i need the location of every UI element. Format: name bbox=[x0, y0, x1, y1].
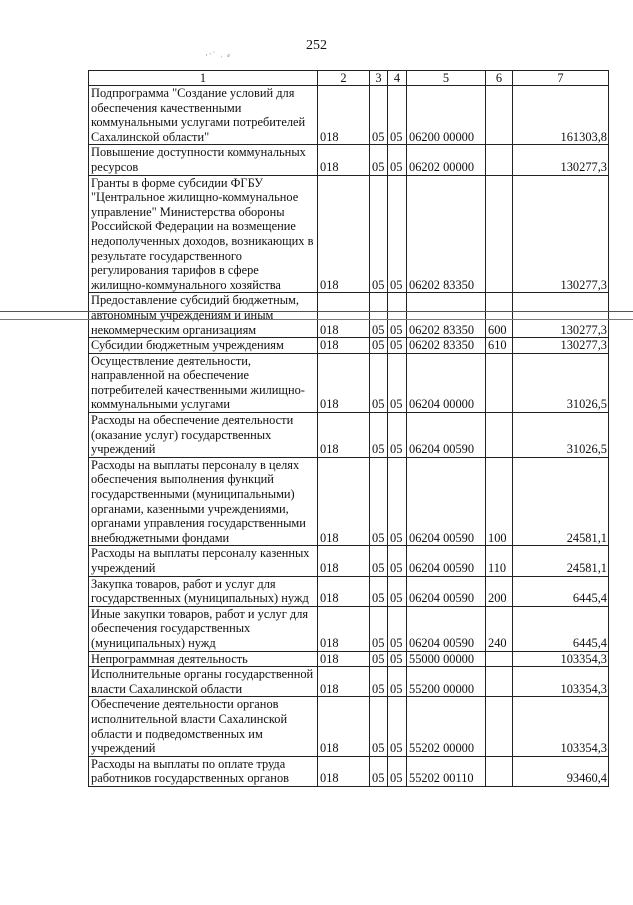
row-name: Предоставление субсидий бюджетным, автономным учреждениям и иным некоммерческим организациям bbox=[89, 293, 318, 338]
row-ved: 018 bbox=[318, 651, 370, 667]
row-csr: 06202 00000 bbox=[407, 145, 486, 175]
row-rz: 05 bbox=[370, 546, 388, 576]
row-sum: 31026,5 bbox=[513, 413, 609, 458]
row-pr: 05 bbox=[388, 353, 407, 412]
row-vr bbox=[486, 145, 513, 175]
row-ved: 018 bbox=[318, 457, 370, 546]
table-row bbox=[89, 546, 609, 576]
row-vr bbox=[486, 651, 513, 667]
header-col-3: 3 bbox=[370, 71, 388, 86]
row-sum: 31026,5 bbox=[513, 353, 609, 412]
row-vr: 240 bbox=[486, 606, 513, 651]
row-csr: 06204 00590 bbox=[407, 576, 486, 606]
row-sum: 130277,3 bbox=[513, 338, 609, 354]
row-name: Иные закупки товаров, работ и услуг для обеспечения государственных (муниципальных) нужд bbox=[89, 606, 318, 651]
row-ved: 018 bbox=[318, 576, 370, 606]
row-vr: 600 bbox=[486, 293, 513, 338]
row-sum: 24581,1 bbox=[513, 457, 609, 546]
row-pr: 05 bbox=[388, 667, 407, 697]
table-row bbox=[89, 606, 609, 651]
row-csr: 06202 83350 bbox=[407, 338, 486, 354]
row-rz: 05 bbox=[370, 457, 388, 546]
row-ved: 018 bbox=[318, 86, 370, 145]
row-rz: 05 bbox=[370, 756, 388, 786]
row-pr: 05 bbox=[388, 293, 407, 338]
row-name: Расходы на обеспечение деятельности (оказание услуг) государственных учреждений bbox=[89, 413, 318, 458]
row-sum: 130277,3 bbox=[513, 293, 609, 338]
row-pr: 05 bbox=[388, 413, 407, 458]
scan-artifact: ·ˑ˙ ˒ ⸗ bbox=[205, 50, 231, 60]
row-pr: 05 bbox=[388, 756, 407, 786]
row-csr: 06200 00000 bbox=[407, 86, 486, 145]
row-name: Расходы на выплаты персоналу казенных учреждений bbox=[89, 546, 318, 576]
row-rz: 05 bbox=[370, 353, 388, 412]
row-ved: 018 bbox=[318, 413, 370, 458]
budget-table bbox=[88, 70, 609, 787]
row-ved: 018 bbox=[318, 175, 370, 293]
row-vr: 100 bbox=[486, 457, 513, 546]
row-vr bbox=[486, 756, 513, 786]
row-csr: 55200 00000 bbox=[407, 667, 486, 697]
table-row bbox=[89, 457, 609, 546]
row-csr: 06204 00590 bbox=[407, 457, 486, 546]
row-sum: 130277,3 bbox=[513, 145, 609, 175]
row-ved: 018 bbox=[318, 546, 370, 576]
row-ved: 018 bbox=[318, 145, 370, 175]
row-rz: 05 bbox=[370, 697, 388, 756]
table-row bbox=[89, 338, 609, 354]
row-pr: 05 bbox=[388, 697, 407, 756]
table-row bbox=[89, 576, 609, 606]
row-name: Подпрограмма "Создание условий для обеспечения качественными коммунальными услугами потребителей Сахалинской области" bbox=[89, 86, 318, 145]
row-rz: 05 bbox=[370, 145, 388, 175]
table-row bbox=[89, 413, 609, 458]
row-ved: 018 bbox=[318, 667, 370, 697]
row-pr: 05 bbox=[388, 338, 407, 354]
row-vr: 110 bbox=[486, 546, 513, 576]
row-name: Расходы на выплаты по оплате труда работников государственных органов bbox=[89, 756, 318, 786]
row-sum: 93460,4 bbox=[513, 756, 609, 786]
header-col-7: 7 bbox=[513, 71, 609, 86]
row-pr: 05 bbox=[388, 86, 407, 145]
row-sum: 103354,3 bbox=[513, 651, 609, 667]
header-col-6: 6 bbox=[486, 71, 513, 86]
row-sum: 6445,4 bbox=[513, 606, 609, 651]
row-rz: 05 bbox=[370, 576, 388, 606]
row-name: Гранты в форме субсидии ФГБУ "Центральное жилищно-коммунальное управление" Министерства обороны Российской Федерации на возмещение недополученных доходов, возникающих в результате государственного регулирования тарифов в сфере жилищно-коммунального хозяйства bbox=[89, 175, 318, 293]
row-pr: 05 bbox=[388, 175, 407, 293]
row-name: Обеспечение деятельности органов исполнительной власти Сахалинской области и подведомственных им учреждений bbox=[89, 697, 318, 756]
row-vr bbox=[486, 413, 513, 458]
row-name: Исполнительные органы государственной власти Сахалинской области bbox=[89, 667, 318, 697]
row-pr: 05 bbox=[388, 457, 407, 546]
row-ved: 018 bbox=[318, 293, 370, 338]
row-vr bbox=[486, 86, 513, 145]
row-ved: 018 bbox=[318, 697, 370, 756]
row-vr bbox=[486, 667, 513, 697]
header-col-4: 4 bbox=[388, 71, 407, 86]
header-col-5: 5 bbox=[407, 71, 486, 86]
row-sum: 103354,3 bbox=[513, 697, 609, 756]
row-csr: 06202 83350 bbox=[407, 175, 486, 293]
row-vr: 610 bbox=[486, 338, 513, 354]
row-vr: 200 bbox=[486, 576, 513, 606]
table-row bbox=[89, 697, 609, 756]
table-row bbox=[89, 293, 609, 338]
table-row bbox=[89, 353, 609, 412]
row-rz: 05 bbox=[370, 667, 388, 697]
table-header-row bbox=[89, 71, 609, 86]
row-vr bbox=[486, 175, 513, 293]
row-pr: 05 bbox=[388, 576, 407, 606]
row-sum: 6445,4 bbox=[513, 576, 609, 606]
row-pr: 05 bbox=[388, 546, 407, 576]
row-name: Осуществление деятельности, направленной на обеспечение потребителей качественными жилищно-коммунальными услугами bbox=[89, 353, 318, 412]
row-csr: 55202 00000 bbox=[407, 697, 486, 756]
row-sum: 24581,1 bbox=[513, 546, 609, 576]
row-name: Субсидии бюджетным учреждениям bbox=[89, 338, 318, 354]
row-vr bbox=[486, 697, 513, 756]
row-csr: 06202 83350 bbox=[407, 293, 486, 338]
row-csr: 06204 00000 bbox=[407, 353, 486, 412]
header-col-2: 2 bbox=[318, 71, 370, 86]
row-vr bbox=[486, 353, 513, 412]
row-sum: 130277,3 bbox=[513, 175, 609, 293]
table-row bbox=[89, 651, 609, 667]
row-sum: 161303,8 bbox=[513, 86, 609, 145]
row-name: Закупка товаров, работ и услуг для государственных (муниципальных) нужд bbox=[89, 576, 318, 606]
table-row bbox=[89, 86, 609, 145]
row-rz: 05 bbox=[370, 175, 388, 293]
page-number: 252 bbox=[306, 38, 327, 53]
row-rz: 05 bbox=[370, 413, 388, 458]
row-rz: 05 bbox=[370, 606, 388, 651]
row-csr: 55202 00110 bbox=[407, 756, 486, 786]
row-name: Расходы на выплаты персоналу в целях обеспечения выполнения функций государственными (муниципальными) органами, казенными учреждениями, органами управления государственными внебюджетными фондами bbox=[89, 457, 318, 546]
row-ved: 018 bbox=[318, 606, 370, 651]
row-ved: 018 bbox=[318, 756, 370, 786]
row-csr: 55000 00000 bbox=[407, 651, 486, 667]
row-sum: 103354,3 bbox=[513, 667, 609, 697]
row-pr: 05 bbox=[388, 606, 407, 651]
row-ved: 018 bbox=[318, 338, 370, 354]
row-rz: 05 bbox=[370, 293, 388, 338]
row-ved: 018 bbox=[318, 353, 370, 412]
row-csr: 06204 00590 bbox=[407, 413, 486, 458]
row-pr: 05 bbox=[388, 145, 407, 175]
row-csr: 06204 00590 bbox=[407, 546, 486, 576]
row-pr: 05 bbox=[388, 651, 407, 667]
row-name: Непрограммная деятельность bbox=[89, 651, 318, 667]
table-row bbox=[89, 145, 609, 175]
row-rz: 05 bbox=[370, 86, 388, 145]
row-name: Повышение доступности коммунальных ресурсов bbox=[89, 145, 318, 175]
table-row bbox=[89, 175, 609, 293]
row-rz: 05 bbox=[370, 338, 388, 354]
row-rz: 05 bbox=[370, 651, 388, 667]
row-csr: 06204 00590 bbox=[407, 606, 486, 651]
table-row bbox=[89, 667, 609, 697]
table-row bbox=[89, 756, 609, 786]
header-col-1: 1 bbox=[89, 71, 318, 86]
